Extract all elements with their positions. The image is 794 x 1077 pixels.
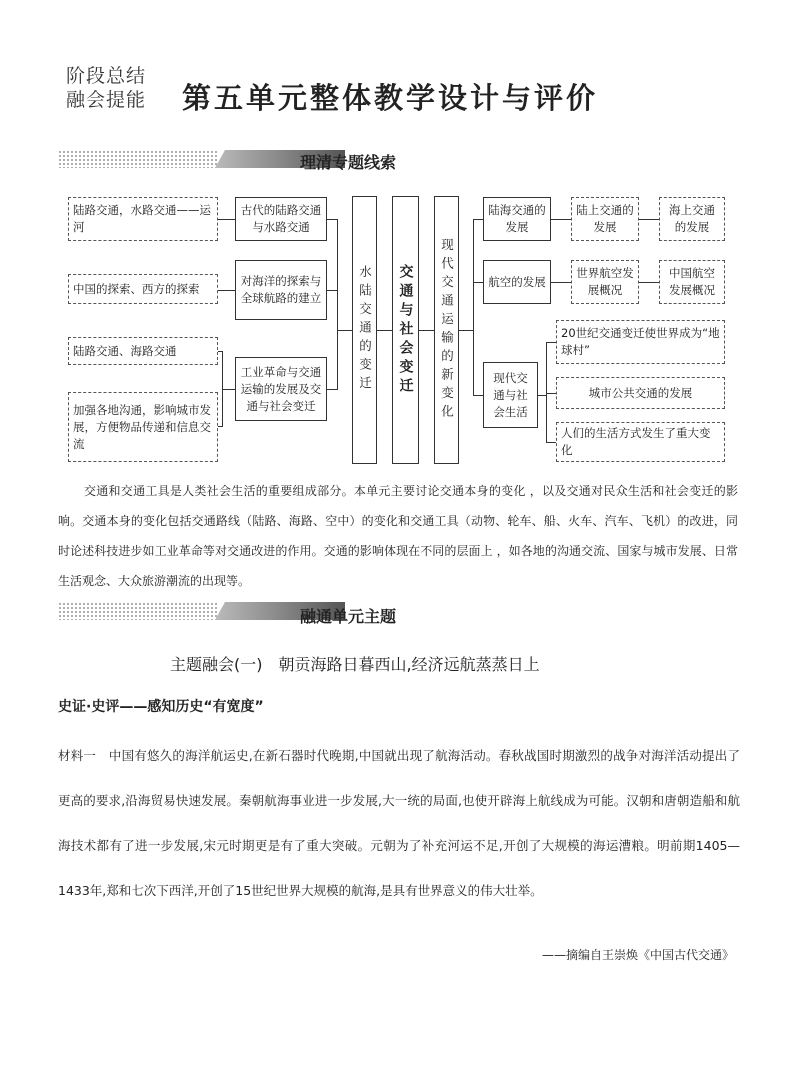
connector <box>377 330 392 331</box>
connector <box>218 351 223 352</box>
right-box-land-transport: 陆上交通的发展 <box>571 197 639 241</box>
material-one: 材料一 中国有悠久的海洋航运史,在新石器时代晚期,中国就出现了航海活动。春秋战国时期激烈的战争对海洋活动提出了更高的要求,沿海贸易快速发展。秦朝航海事业进一步发展,大一统的局面,也使开辟海上航线成为可能。汉朝和唐朝造船和航海技术都有了进一步发展,宋元时期更是有了重大突破。元朝为了补充河运不足,开创了大规模的海运漕粮。明前期1405—1433年,郑和七次下西洋,开创了15世纪世界大规模的航海,是具有世界意义的伟大壮举。 <box>58 748 740 898</box>
right-box-modern-life: 现代交通与社会生活 <box>483 362 538 428</box>
connector <box>473 219 474 395</box>
right-long-box-3: 人们的生活方式发生了重大变化 <box>556 422 725 462</box>
vertical-box-water-land <box>352 196 377 464</box>
mid-box-2: 对海洋的探索与全球航路的建立 <box>235 260 327 320</box>
note-box-4: 加强各地沟通，影响城市发展，方便物品传递和信息交流 <box>68 392 218 462</box>
right-box-china-aviation: 中国航空发展概况 <box>659 260 725 304</box>
source-citation: ——摘编自王崇焕《中国古代交通》 <box>541 948 734 962</box>
connector <box>546 442 556 443</box>
right-box-sea-transport: 海上交通的发展 <box>659 197 725 241</box>
right-box-aviation: 航空的发展 <box>483 260 551 304</box>
connector <box>327 219 337 220</box>
connector <box>639 219 659 220</box>
connector <box>327 389 337 390</box>
dotted-decoration <box>58 150 218 168</box>
vertical-box-label: 现代交通运输的新变化 <box>439 237 455 423</box>
dotted-decoration <box>58 602 218 620</box>
connector <box>337 330 352 331</box>
stage-label <box>66 64 170 112</box>
connector <box>551 219 571 220</box>
connector <box>459 330 473 331</box>
connector <box>327 290 337 291</box>
connector <box>473 219 483 220</box>
mid-box-1: 古代的陆路交通与水路交通 <box>235 197 327 241</box>
subheading: 史证·史评——感知历史“有宽度” <box>58 699 264 715</box>
connector <box>337 219 338 390</box>
topic-heading: 主题融会(一) 朝贡海路日暮西山,经济远航蒸蒸日上 <box>170 655 540 674</box>
connector <box>639 282 659 283</box>
right-box-world-aviation: 世界航空发展概况 <box>571 260 639 304</box>
connector <box>546 342 547 442</box>
intro-text: 交通和交通工具是人类社会生活的重要组成部分。本单元主要讨论交通本身的变化 ，以及交通对民众生活和社会变迁的影响。交通本身的变化包括交通路线（陆路、海路、空中）的变化和交通工具（动物、轮车、船、火车、汽车、飞机）的改进，同时论述科技进步如工业革命等对交通改进的作用。交通的影响体现在不同的层面上 ，如各地的沟通交流、国家与城市发展、日常生活观念、大众旅游潮流的出现等。 <box>58 484 738 588</box>
connector <box>218 290 235 291</box>
page-title: 第五单元整体教学设计与评价 <box>182 81 599 115</box>
vertical-box-center <box>392 196 419 464</box>
vertical-box-label: 交通与社会变迁 <box>397 263 414 397</box>
stage-label-line1: 阶段总结 <box>66 65 147 87</box>
right-box-sea-land: 陆海交通的发展 <box>483 197 551 241</box>
connector <box>551 282 571 283</box>
connector <box>218 219 235 220</box>
mid-box-3: 工业革命与交通运输的发展及交通与社会变迁 <box>235 357 327 421</box>
intro-paragraph <box>58 476 738 596</box>
connector <box>473 282 483 283</box>
connector <box>546 342 556 343</box>
note-box-1: 陆路交通，水路交通——运河 <box>68 197 218 241</box>
connector <box>473 395 483 396</box>
stage-label-line2: 融会提能 <box>66 89 147 111</box>
right-long-box-1: 20世纪交通变迁使世界成为“地球村” <box>556 320 725 364</box>
right-long-box-2: 城市公共交通的发展 <box>556 377 725 409</box>
section-title-1: 理清专题线索 <box>300 153 397 172</box>
note-box-2: 中国的探索、西方的探索 <box>68 274 218 304</box>
note-box-3: 陆路交通、海路交通 <box>68 337 218 365</box>
section-title-2: 融通单元主题 <box>300 607 397 626</box>
vertical-box-label: 水陆交通的变迁 <box>357 265 373 395</box>
connector <box>218 426 223 427</box>
connector <box>546 393 556 394</box>
connector <box>419 330 434 331</box>
vertical-box-modern <box>434 196 459 464</box>
connector <box>538 395 546 396</box>
connector <box>222 389 235 390</box>
